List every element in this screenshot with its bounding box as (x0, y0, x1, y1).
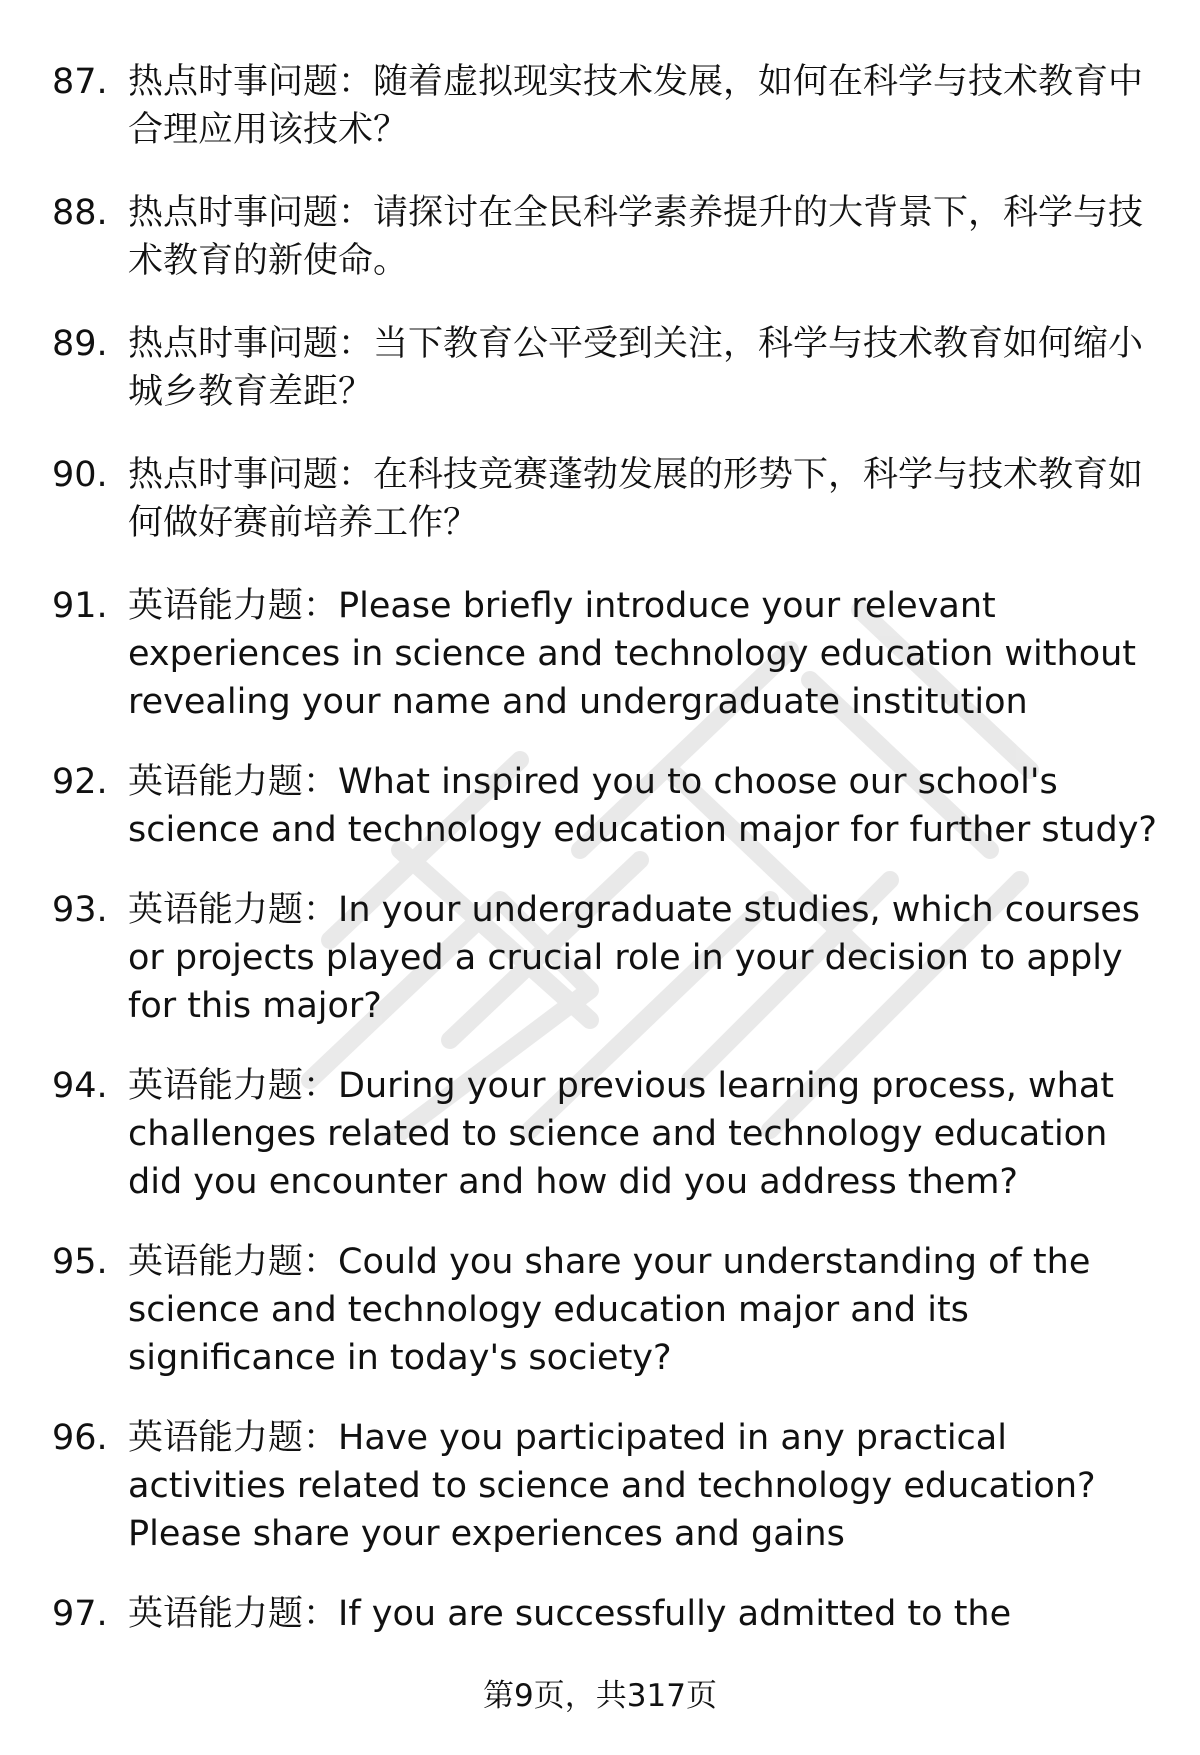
question-item-89 (52, 320, 1162, 416)
question-text: 热点时事问题：请探讨在全民科学素养提升的大背景下，科学与技术教育的新使命。 (128, 193, 1144, 281)
question-number: 91. (52, 586, 108, 626)
question-text: 英语能力题：If you are successfully admitted to the (128, 1594, 1012, 1634)
question-number: 96. (52, 1418, 108, 1458)
question-item-92 (52, 758, 1162, 854)
question-text: 热点时事问题：在科技竞赛蓬勃发展的形势下，科学与技术教育如何做好赛前培养工作？ (128, 455, 1144, 543)
question-number: 94. (52, 1066, 108, 1106)
question-item-94 (52, 1062, 1162, 1206)
question-number: 97. (52, 1594, 108, 1634)
question-item-95 (52, 1238, 1162, 1382)
question-text: 热点时事问题：随着虚拟现实技术发展，如何在科学与技术教育中合理应用该技术？ (128, 62, 1144, 150)
question-number: 92. (52, 762, 108, 802)
question-item-97 (52, 1590, 1162, 1638)
question-item-91 (52, 582, 1162, 726)
page-footer: 第9页，共317页 (483, 1678, 717, 1714)
question-number: 93. (52, 890, 108, 930)
question-text: 英语能力题：During your previous learning process, what challenges related to science and technology education did you encounter and how did you address them? (128, 1066, 1114, 1202)
question-text: 热点时事问题：当下教育公平受到关注，科学与技术教育如何缩小城乡教育差距？ (128, 324, 1144, 412)
question-list (52, 58, 1162, 1638)
question-number: 90. (52, 455, 108, 495)
question-number: 88. (52, 193, 108, 233)
question-item-93 (52, 886, 1162, 1030)
question-text: 英语能力题：What inspired you to choose our school's science and technology education major for further study? (128, 762, 1157, 850)
question-text: 英语能力题：Please briefly introduce your relevant experiences in science and technology education without revealing your name and undergraduate institution (128, 586, 1137, 722)
question-text: 英语能力题：Could you share your understanding of the science and technology education major and its significance in today's society? (128, 1242, 1091, 1378)
question-item-90 (52, 451, 1162, 547)
question-item-87 (52, 58, 1162, 154)
question-text: 英语能力题：In your undergraduate studies, which courses or projects played a crucial role in your decision to apply for this major? (128, 890, 1141, 1026)
question-number: 89. (52, 324, 108, 364)
question-number: 95. (52, 1242, 108, 1282)
question-text: 英语能力题：Have you participated in any practical activities related to science and technology education? Please share your experiences and gains (128, 1418, 1096, 1554)
question-item-88 (52, 189, 1162, 285)
question-number: 87. (52, 62, 108, 102)
question-item-96 (52, 1414, 1162, 1558)
